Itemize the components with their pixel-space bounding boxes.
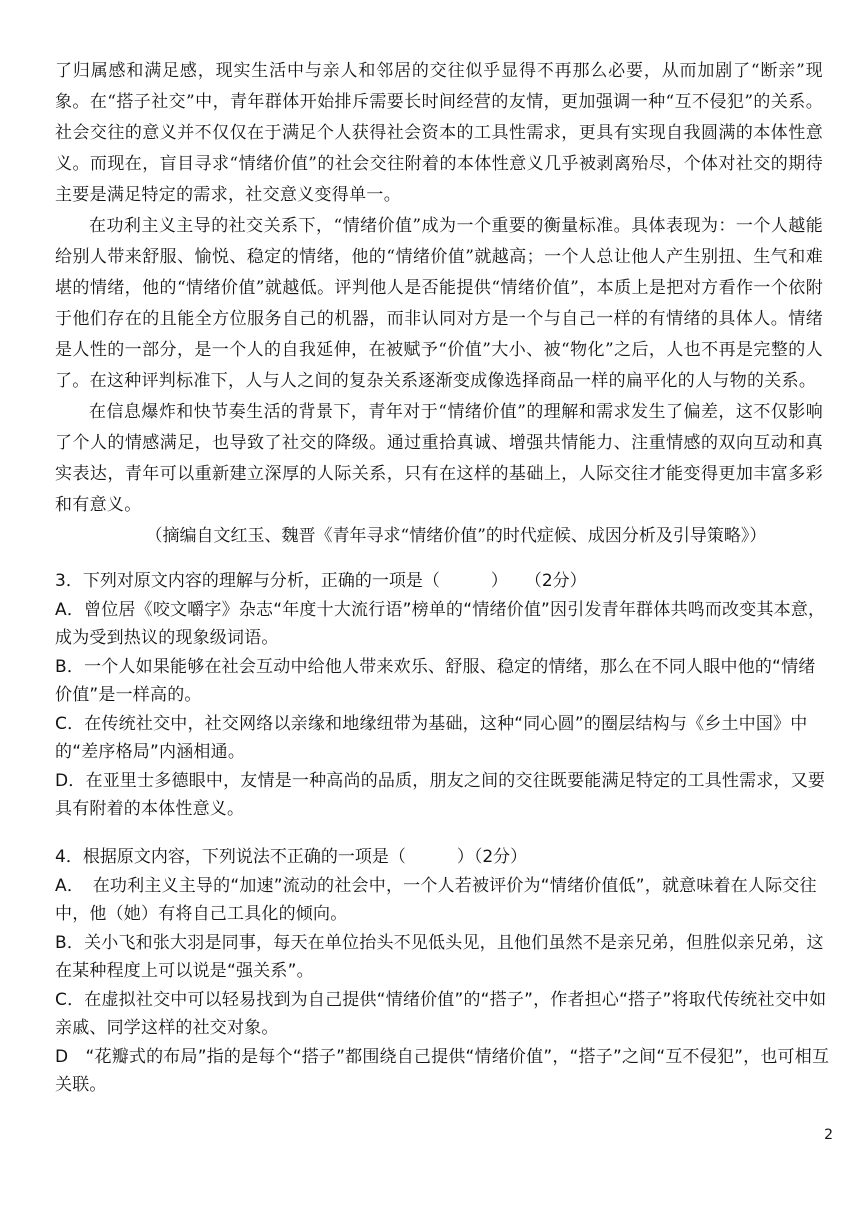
passage-source: （摘编自文红玉、魏晋《青年寻求“情绪价值”的时代症候、成因分析及引导策略》） <box>145 526 767 546</box>
option-c: C．在传统社交中，社交网络以亲缘和地缘纽带为基础，这种“同心圆”的圈层结构与《乡土中国》中的“差序格局”内涵相通。 <box>55 713 808 762</box>
option-a: A． 在功利主义主导的“加速”流动的社会中，一个人若被评价为“情绪价值低”，就意味着在人际交往中，他（她）有将自己工具化的倾向。 <box>55 875 817 924</box>
passage-paragraph: 在信息爆炸和快节奏生活的背景下，青年对于“情绪价值”的理解和需求发生了偏差，这不仅影响了个人的情感满足，也导致了社交的降级。通过重拾真诚、增强共情能力、注重情感的双向互动和真实表达，青年可以重新建立深厚的人际关系，只有在这样的基础上，人际交往才能变得更加丰富多彩和有意义。 <box>55 402 823 515</box>
question-stem: 3．下列对原文内容的理解与分析，正确的一项是（ ） （2分） <box>55 571 587 591</box>
option-b: B．一个人如果能够在社会互动中给他人带来欢乐、舒服、稳定的情绪，那么在不同人眼中他的“情绪价值”是一样高的。 <box>55 656 816 705</box>
question-stem: 4．根据原文内容，下列说法不正确的一项是（ ）（2分） <box>55 847 528 867</box>
option-d: D．在亚里士多德眼中，友情是一种高尚的品质，朋友之间的交往既要能满足特定的工具性需求，又要具有附着的本体性意义。 <box>55 770 826 819</box>
option-a: A．曾位居《咬文嚼字》杂志“年度十大流行语”榜单的“情绪价值”因引发青年群体共鸣而改变其本意，成为受到热议的现象级词语。 <box>55 599 826 648</box>
question-4 <box>55 843 830 1100</box>
option-d: D “花瓣式的布局”指的是每个“搭子”都围绕自己提供“情绪价值”，“搭子”之间“互不侵犯”，也可相互关联。 <box>55 1046 830 1095</box>
passage-paragraph: 了归属感和满足感，现实生活中与亲人和邻居的交往似乎显得不再那么必要，从而加剧了“断亲”现象。在“搭子社交”中，青年群体开始排斥需要长时间经营的友情，更加强调一种“互不侵犯”的关系。社会交往的意义并不仅仅在于满足个人获得社会资本的工具性需求，更具有实现自我圆满的本体性意义。而现在，盲目寻求“情绪价值”的社会交往附着的本体性意义几乎被剥离殆尽，个体对社交的期待主要是满足特定的需求，社交意义变得单一。 <box>55 61 823 205</box>
option-c: C．在虚拟社交中可以轻易找到为自己提供“情绪价值”的“搭子”，作者担心“搭子”将取代传统社交中如亲戚、同学这样的社交对象。 <box>55 989 827 1038</box>
page-number: 2 <box>824 1127 833 1143</box>
option-b: B．关小飞和张大羽是同事，每天在单位抬头不见低头见，且他们虽然不是亲兄弟，但胜似亲兄弟，这在某种程度上可以说是“强关系”。 <box>55 932 824 981</box>
reading-passage <box>55 56 823 552</box>
question-3 <box>55 567 830 824</box>
passage-paragraph: 在功利主义主导的社交关系下，“情绪价值”成为一个重要的衡量标准。具体表现为：一个人越能给别人带来舒服、愉悦、稳定的情绪，他的“情绪价值”就越高；一个人总让他人产生别扭、生气和难堪的情绪，他的“情绪价值”就越低。评判他人是否能提供“情绪价值”，本质上是把对方看作一个依附于他们存在的且能全方位服务自己的机器，而非认同对方是一个与自己一样的有情绪的具体人。情绪是人性的一部分，是一个人的自我延伸，在被赋予“价值”大小、被“物化”之后，人也不再是完整的人了。在这种评判标准下，人与人之间的复杂关系逐渐变成像选择商品一样的扁平化的人与物的关系。 <box>55 216 823 391</box>
